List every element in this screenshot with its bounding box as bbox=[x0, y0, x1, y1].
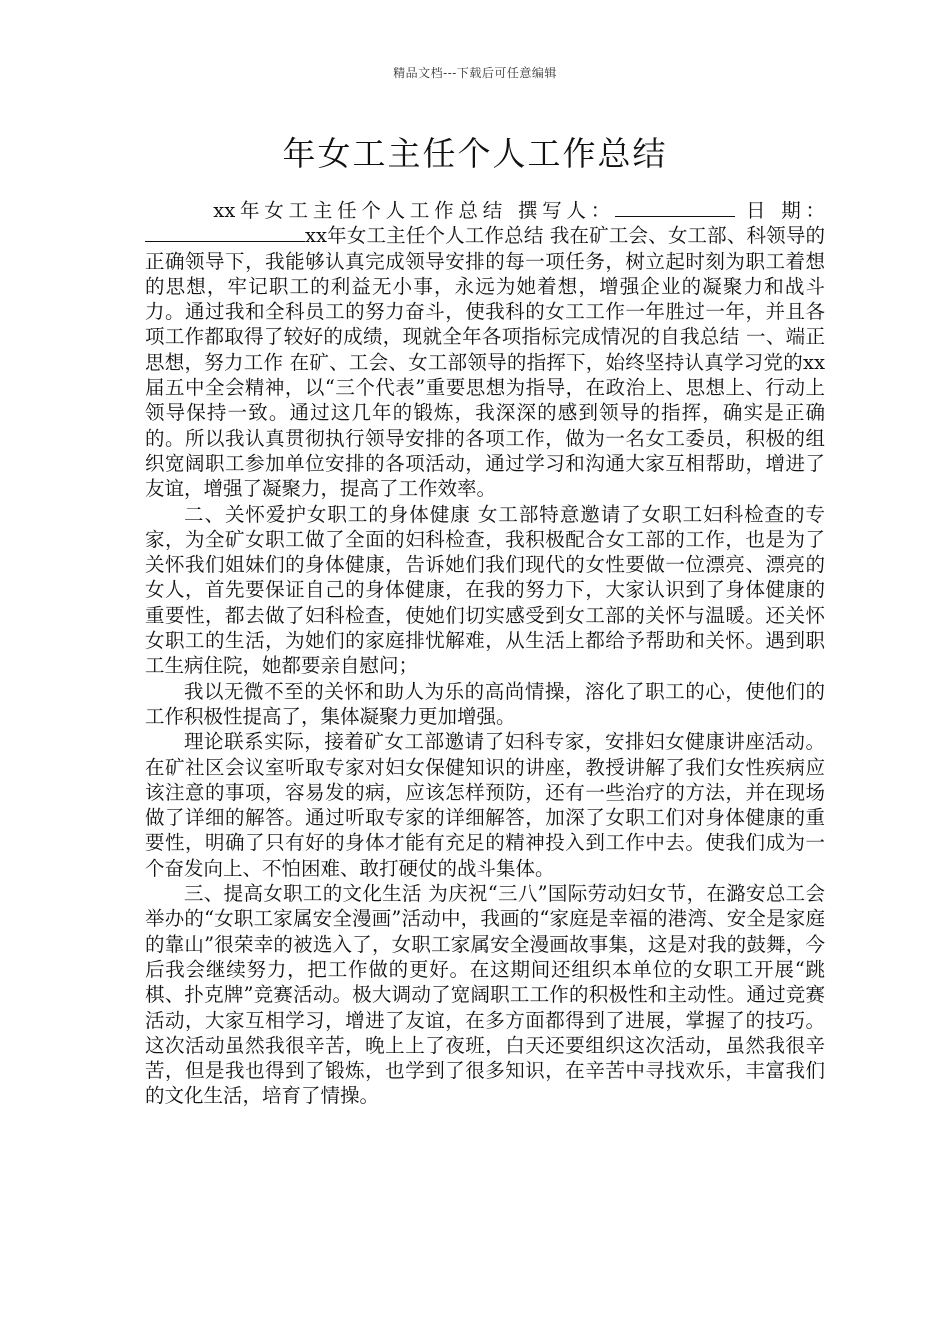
intro-paragraph bbox=[145, 198, 825, 502]
date-label: 日 期： bbox=[735, 199, 825, 222]
header-note: 精品文档---下载后可任意编辑 bbox=[393, 66, 557, 80]
paragraph: 理论联系实际，接着矿女工部邀请了妇科专家，安排妇女健康讲座活动。在矿社区会议室听取专家对妇女保健知识的讲座，教授讲解了我们女性疾病应该注意的事项，容易发的病，应该怎样预防，还有一些治疗的方法，并在现场做了详细的解答。通过听取专家的详细解答，加深了女职工们对身体健康的重要性，明确了只有好的身体才能有充足的精神投入到工作中去。使我们成为一个奋发向上、不怕困难、敢打硬仗的战斗集体。 bbox=[145, 730, 825, 880]
document-title: 年女工主任个人工作总结 bbox=[282, 134, 668, 173]
paragraph: 我以无微不至的关怀和助人为乐的高尚情操，溶化了职工的心，使他们的工作积极性提高了，集体凝聚力更加增强。 bbox=[145, 679, 825, 728]
intro-body: xx年女工主任个人工作总结 我在矿工会、女工部、科领导的正确领导下，我能够认真完成领导安排的每一项任务，树立起时刻为职工着想的思想，牢记职工的利益无小事，永远为她着想，增强企业的凝聚力和战斗力。通过我和全科员工的努力奋斗，使我科的女工工作一年胜过一年，并且各项工作都取得了较好的成绩，现就全年各项指标完成情况的自我总结 一、端正思想，努力工作 在矿、工会、女工部领导的指挥下，始终坚持认真学习党的xx届五中全会精神，以“三个代表”重要思想为指导，在政治上、思想上、行动上领导保持一致。通过这几年的锻炼，我深深的感到领导的指挥，确实是正确的。所以我认真贯彻执行领导安排的各项工作，做为一名女工委员，积极的组织宽阔职工参加单位安排的各项活动，通过学习和沟通大家互相帮助，增进了友谊，增强了凝聚力，提高了工作效率。 bbox=[145, 224, 825, 501]
paragraph: 二、关怀爱护女职工的身体健康 女工部特意邀请了女职工妇科检查的专家，为全矿女职工做了全面的妇科检查，我积极配合女工部的工作，也是为了关怀我们姐妹们的身体健康，告诉她们我们现代的女性要做一位漂亮、漂亮的女人，首先要保证自己的身体健康，在我的努力下，大家认识到了身体健康的重要性，都去做了妇科检查，使她们切实感受到女工部的关怀与温暖。还关怀女职工的生活，为她们的家庭排忧解难，从生活上都给予帮助和关怀。遇到职工生病住院，她都要亲自慰问； bbox=[145, 502, 825, 678]
intro-lead: xx年女工主任个人工作总结 撰写人： bbox=[213, 199, 616, 222]
document-body bbox=[145, 198, 825, 1109]
paragraph: 三、提高女职工的文化生活 为庆祝“三八”国际劳动妇女节，在潞安总工会举办的“女职工家属安全漫画”活动中，我画的“家庭是幸福的港湾、安全是家庭的靠山”很荣幸的被选入了，女职工家属安全漫画故事集，这是对我的鼓舞，今后我会继续努力，把工作做的更好。在这期间还组织本单位的女职工开展“跳棋、扑克牌”竞赛活动。极大调动了宽阔职工工作的积极性和主动性。通过竞赛活动，大家互相学习，增进了友谊，在多方面都得到了进展，掌握了的技巧。这次活动虽然我很辛苦，晚上上了夜班，白天还要组织这次活动，虽然我很辛苦，但是我也得到了锻炼，也学到了很多知识，在辛苦中寻找欢乐，丰富我们的文化生活，培育了情操。 bbox=[145, 882, 825, 1108]
author-blank bbox=[615, 198, 735, 217]
date-blank bbox=[145, 223, 305, 242]
